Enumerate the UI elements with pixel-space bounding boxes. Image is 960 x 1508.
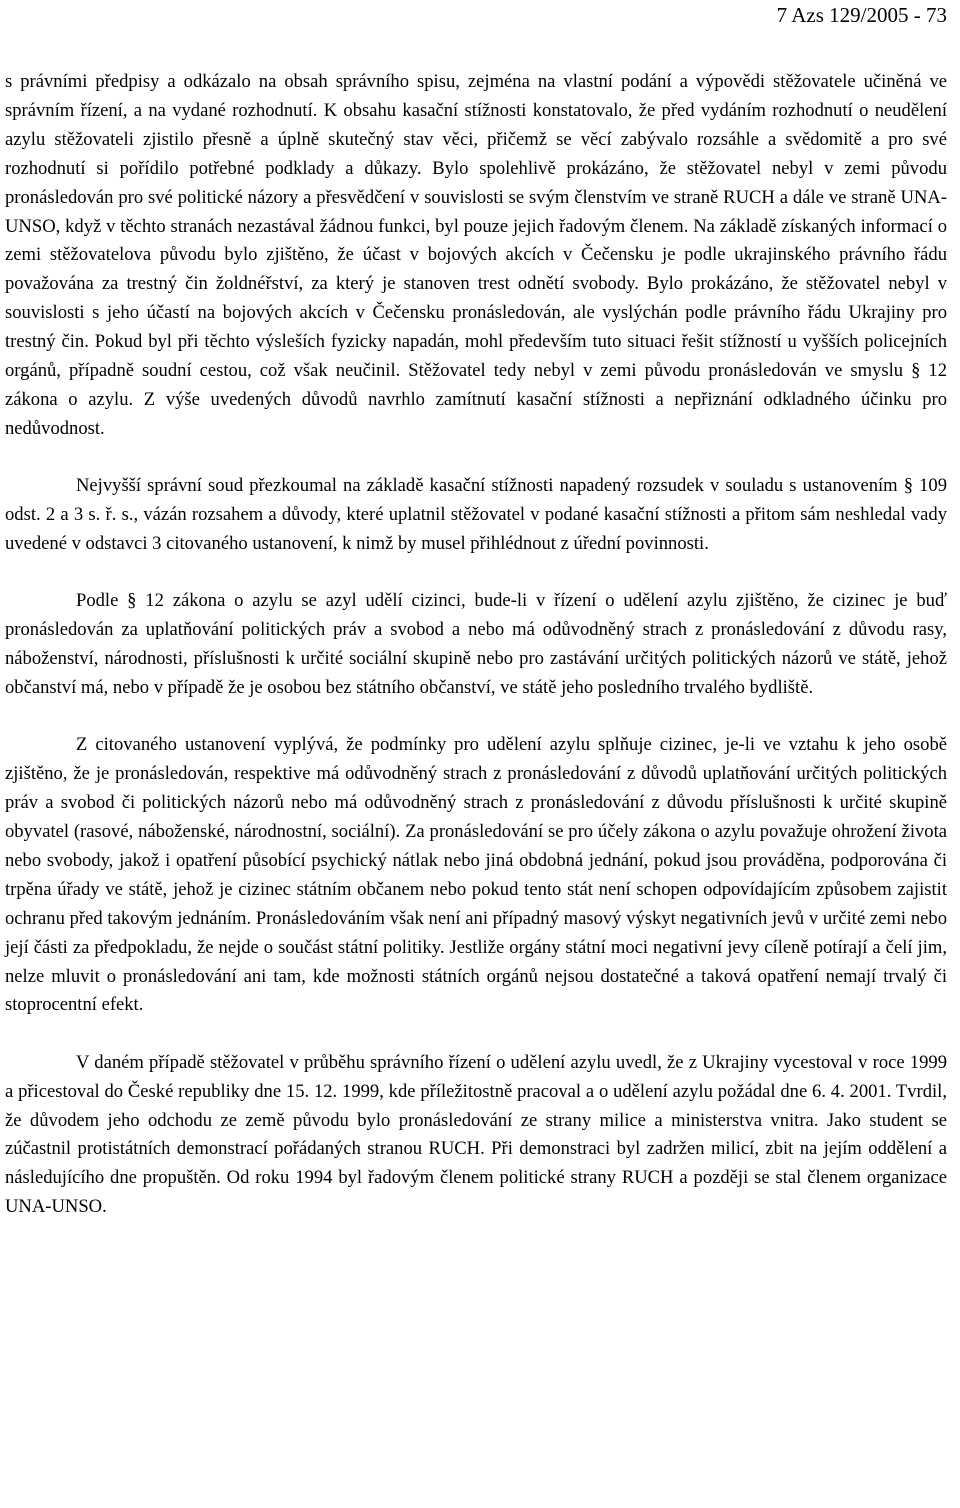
- paragraph-section-12: Podle § 12 zákona o azylu se azyl udělí cizinci, bude-li v řízení o udělení azylu zjištěno, že cizinec je buď pronásledován za uplatňování politických práv a svobod a nebo má odůvodněný strach z pronásledování z důvodu rasy, náboženství, národnosti, příslušnosti k určité sociální skupině nebo pro zastávání určitých politických názorů ve státě, jehož občanství má, nebo v případě že je osobou bez státního občanství, ve státě jeho posledního trvalého bydliště.: [5, 590, 947, 698]
- page-reference: 7 Azs 129/2005 - 73: [776, 3, 947, 27]
- paragraph-ministry-statement: s právními předpisy a odkázalo na obsah správního spisu, zejména na vlastní podání a výpovědi stěžovatele učiněná ve správním řízení, a na vydané rozhodnutí. K obsahu kasační stížnosti konstatovalo, že před vydáním rozhodnutí o neudělení azylu stěžovateli zjistilo přesně a úplně skutečný stav věci, přičemž se věcí zabývalo rozsáhle a svědomitě a pro své rozhodnutí si pořídilo potřebné podklady a důkazy. Bylo spolehlivě prokázáno, že stěžovatel nebyl v zemi původu pronásledován pro své politické názory a přesvědčení v souvislosti se svým členstvím ve straně RUCH a dále ve straně UNA-UNSO, když v těchto stranách nezastával žádnou funkci, byl pouze jejich řadovým členem. Na základě získaných informací o zemi stěžovatelova původu bylo zjištěno, že účast v bojových akcích v Čečensku je podle ukrajinského právního řádu považována za trestný čin žoldnéřství, za který je stanoven trest odnětí svobody. Bylo prokázáno, že stěžovatel nebyl v souvislosti s jeho účastí na bojových akcích v Čečensku pronásledován, ale vyslýchán podle právního řádu Ukrajiny pro trestný čin. Pokud byl při těchto výsleších fyzicky napadán, mohl především tuto situaci řešit stížností u vyšších policejních orgánů, případně soudní cestou, což však neučinil. Stěžovatel tedy nebyl v zemi původu pronásledován ve smyslu § 12 zákona o azylu. Z výše uvedených důvodů navrhlo zamítnutí kasační stížnosti a nepřiznání odkladného účinku pro nedůvodnost.: [5, 71, 947, 439]
- paragraph-case-facts: V daném případě stěžovatel v průběhu správního řízení o udělení azylu uvedl, že z Ukrajiny vycestoval v roce 1999 a přicestoval do České republiky dne 15. 12. 1999, kde příležitostně pracoval a o udělení azylu požádal dne 6. 4. 2001. Tvrdil, že důvodem jeho odchodu ze země původu bylo pronásledování ze strany milice a ministerstva vnitra. Jako student se zúčastnil protistátních demonstrací pořádaných stranou RUCH. Při demonstraci byl zadržen milicí, zbit na jejím oddělení a následujícího dne propuštěn. Od roku 1994 byl řadovým členem politické strany RUCH a později se stal členem organizace UNA-UNSO.: [5, 1051, 947, 1218]
- paragraph-asylum-conditions: Z citovaného ustanovení vyplývá, že podmínky pro udělení azylu splňuje cizinec, je-li ve vztahu k jeho osobě zjištěno, že je pronásledován, respektive má odůvodněný strach z pronásledování z důvodů uplatňování určitých politických práv a svobod či politických názorů nebo má odůvodněný strach z pronásledování z důvodu příslušnosti k určité skupině obyvatel (rasové, náboženské, národnostní, sociální). Za pronásledování se pro účely zákona o azylu považuje ohrožení života nebo svobody, jakož i opatření působící psychický nátlak nebo jiná obdobná jednání, pokud jsou prováděna, podporována či trpěna úřady ve státě, jehož je cizinec státním občanem nebo pokud tento stát není schopen odpovídajícím způsobem zajistit ochranu před takovým jednáním. Pronásledováním však není ani případný masový výskyt negativních jevů v určité zemi nebo její části za předpokladu, že nejde o součást státní politiky. Jestliže orgány státní moci negativní jevy cíleně potírají a čelí jim, nelze mluvit o pronásledování ani tam, kde možnosti státních orgánů nejsou dostatečné a taková opatření nemají trvalý či stoprocentní efekt.: [5, 734, 947, 1016]
- document-body: [5, 68, 947, 1222]
- paragraph-court-review: Nejvyšší správní soud přezkoumal na základě kasační stížnosti napadený rozsudek v souladu s ustanovením § 109 odst. 2 a 3 s. ř. s., vázán rozsahem a důvody, které uplatnil stěžovatel v podané kasační stížnosti a přitom sám neshledal vady uvedené v odstavci 3 citovaného ustanovení, k nimž by musel přihlédnout z úřední povinnosti.: [5, 475, 947, 554]
